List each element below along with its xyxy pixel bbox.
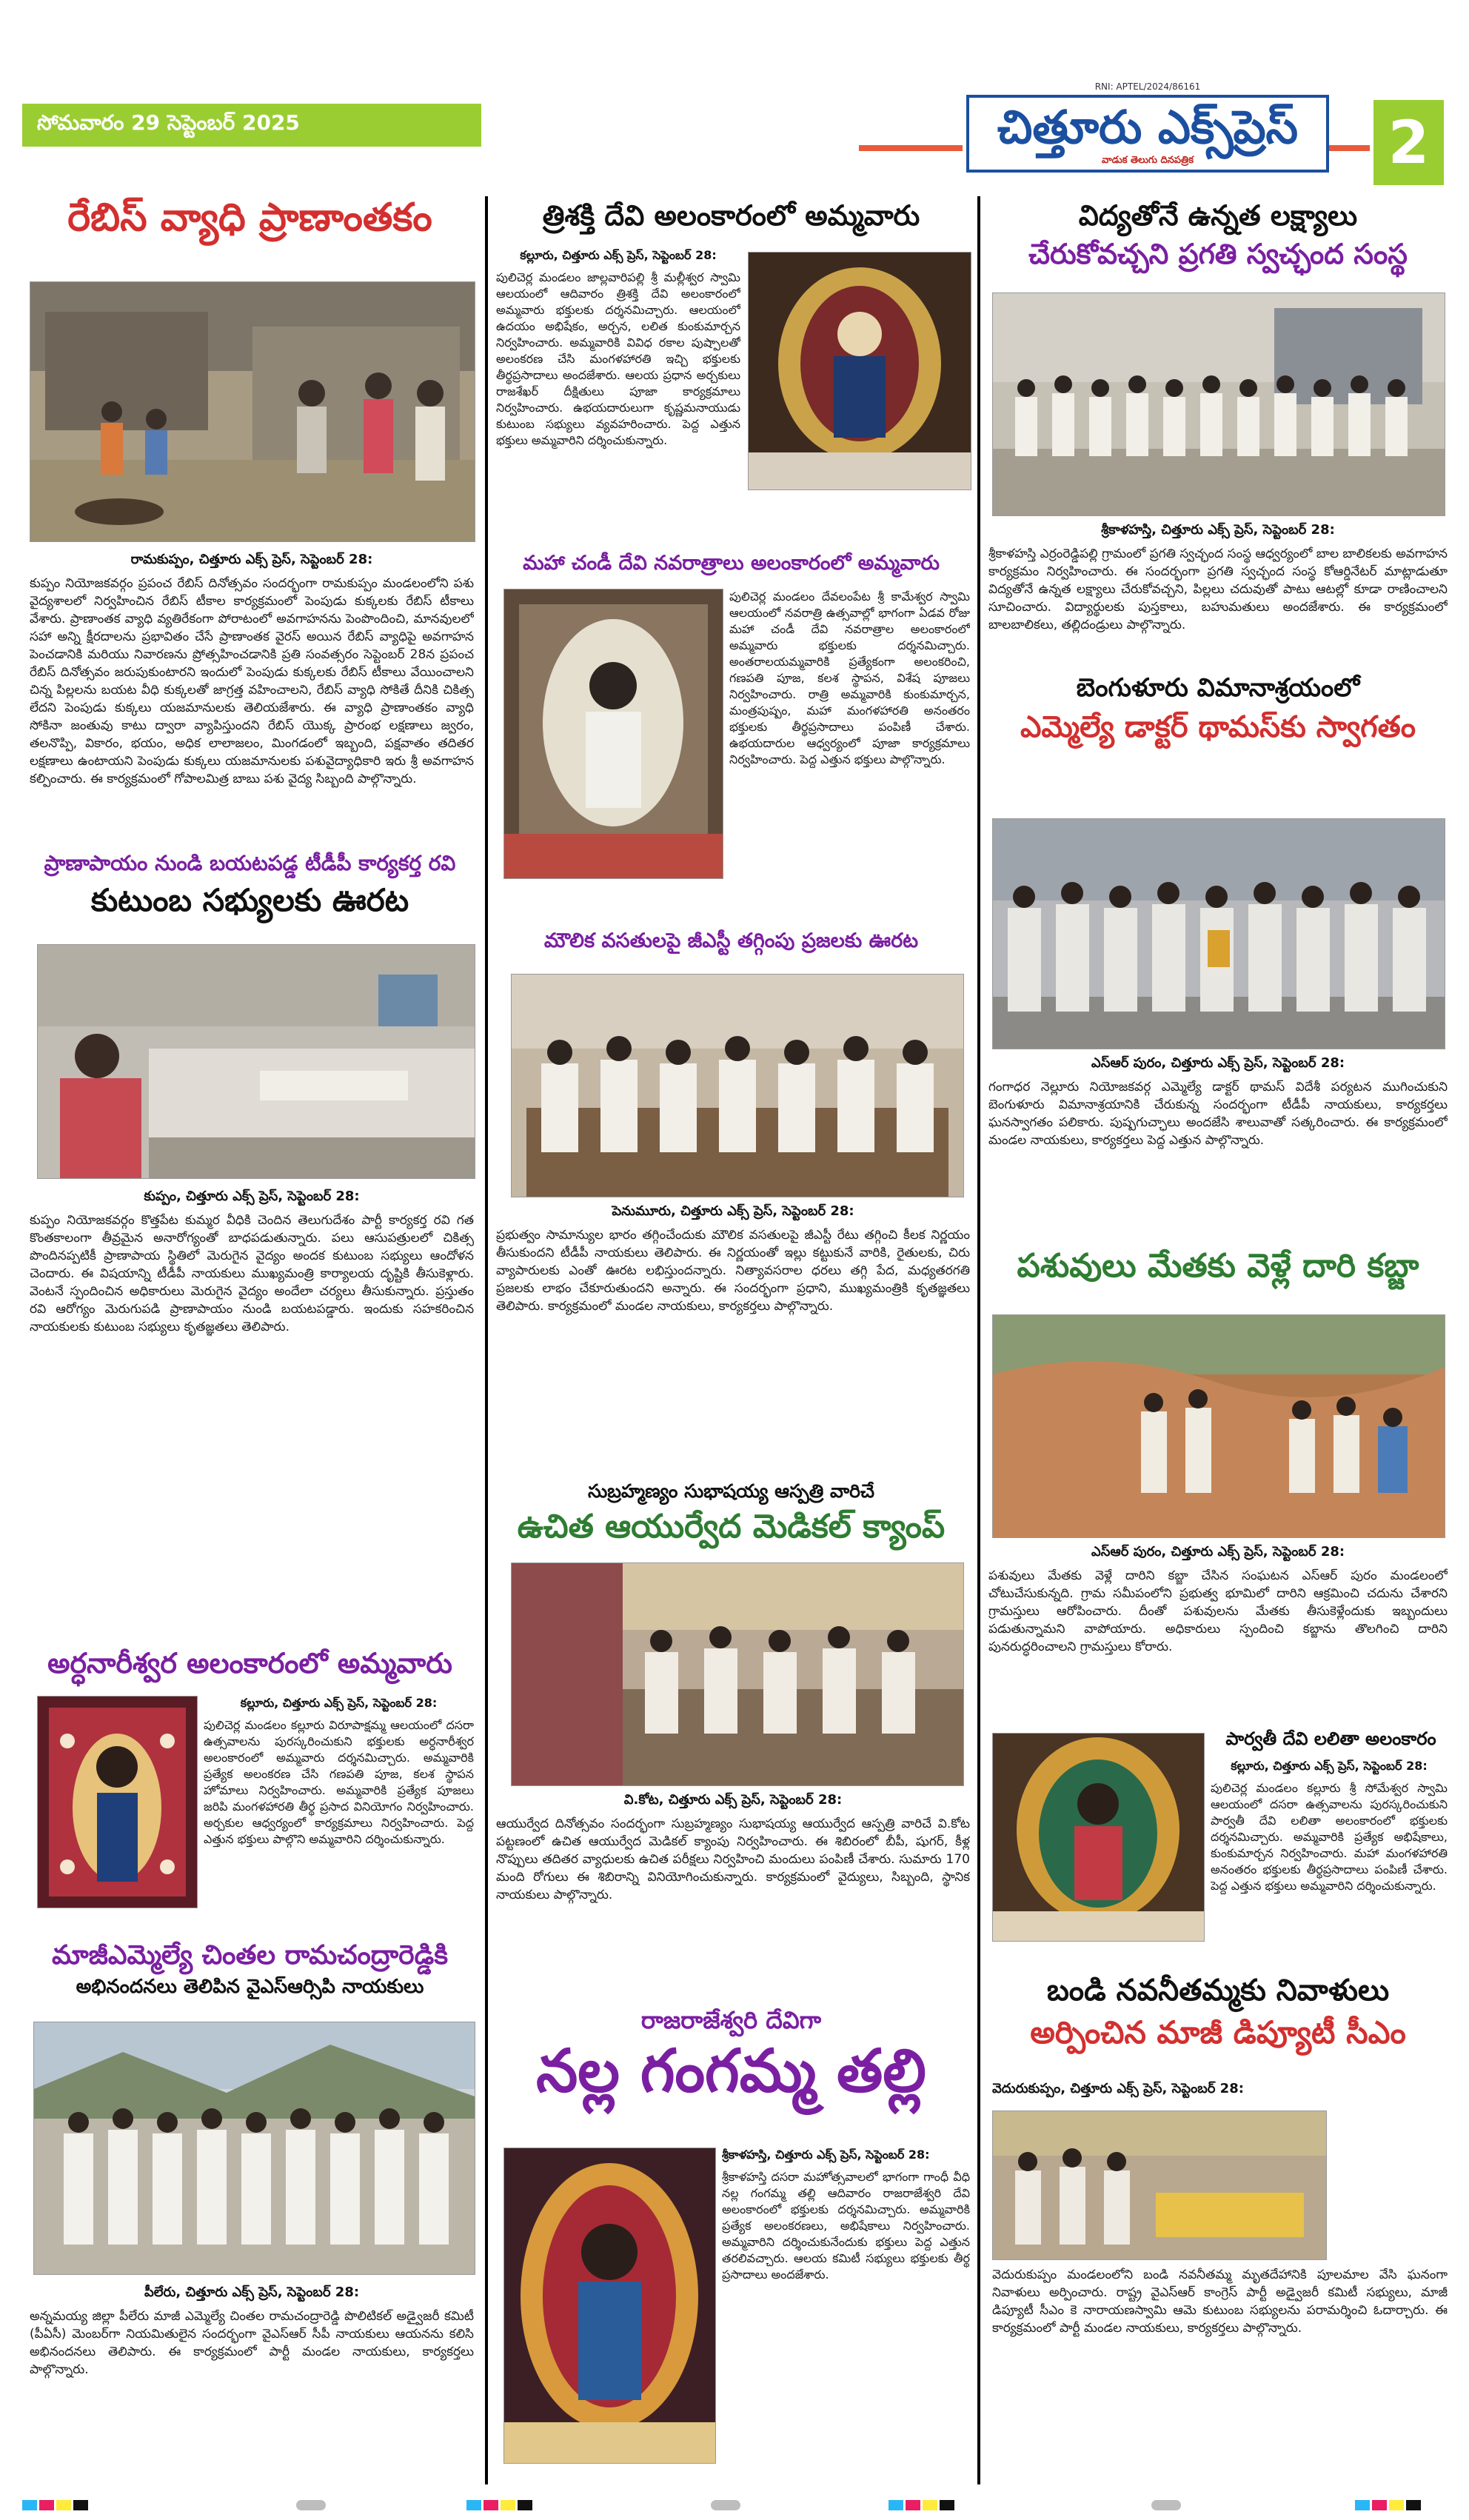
color-registration-marks — [22, 2499, 90, 2510]
article-tdp-ravi — [22, 852, 478, 918]
article-body: పశువులు మేతకు వెళ్లే దారిని కబ్జా చేసిన సంఘటన ఎస్ఆర్ పురం మండలంలో చోటుచేసుకున్నది. గ్రామ సమీపంలోని ప్రభుత్వ భూమిలో దారిని ఆక్రమించి చదును చేశారని గ్రామస్తులు ఆరోపించారు. దీంతో పశువులను మేతకు తీసుకెళ్లేందుకు ఇబ్బందులు పడుతున్నామని వాపోయారు. అధికారులు స్పందించి కబ్జాను తొలగించి దారిని పునరుద్ధరించాలని గ్రామస్తులు కోరారు. — [988, 1568, 1448, 1654]
article-ayurveda — [492, 1481, 970, 1545]
photo-hospital — [37, 944, 475, 1179]
column-rule — [485, 196, 488, 2484]
color-registration-marks — [466, 2499, 535, 2510]
dateline: ఎస్ఆర్ పురం, చిత్తూరు ఎక్స్ ప్రెస్, సెప్టెంబర్ 28: — [1091, 1055, 1345, 1071]
dateline: ఎస్ఆర్ పురం, చిత్తూరు ఎక్స్ ప్రెస్, సెప్టెంబర్ 28: — [1091, 1544, 1345, 1560]
edition-date: సోమవారం 29 సెప్టెంబర్ 2025 — [22, 104, 481, 147]
article-tdp-ravi-text — [30, 1189, 474, 1663]
photo-parvathi-deity — [992, 1733, 1205, 1942]
article-gangamma — [492, 2007, 970, 2105]
article-navaneethamma-text — [992, 2266, 1448, 2455]
masthead-title: చిత్తూరు ఎక్స్‌ప్రెస్ — [997, 100, 1299, 154]
photo-gst-meeting — [511, 974, 964, 1197]
article-gst-text — [496, 1203, 970, 1489]
masthead-subtitle: వాడుక తెలుగు దినపత్రిక — [1102, 155, 1194, 166]
subheadline: చేరుకోవచ్చని ప్రగతి స్వచ్ఛంద సంస్థ — [1028, 237, 1408, 270]
article-thomas-text — [988, 1055, 1448, 1263]
headline: పశువులు మేతకు వెళ్లే దారి కబ్జా — [1017, 1247, 1419, 1285]
article-body: శ్రీకాళహస్తి దసరా మహోత్సవాలలో భాగంగా గాంధీ వీధి నల్ల గంగమ్మ తల్లి ఆదివారం రాజరాజేశ్వరి దేవి అలంకారంలో భక్తులకు దర్శనమిచ్చారు. అమ్మవారికి ప్రత్యేక అలంకరణలు, అభిషేకాలు నిర్వహించారు. అమ్మవారిని దర్శించుకునేందుకు భక్తులు పెద్ద ఎత్తున తరలివచ్చారు. ఆలయ కమిటీ సభ్యులు భక్తులకు తీర్థ ప్రసాదాలు అందజేశారు. — [722, 2170, 970, 2282]
article-body: పులిచెర్ల మండలం కల్లూరు శ్రీ సోమేశ్వర స్వామి ఆలయంలో దసరా ఉత్సవాలను పురస్కరించుకుని పార్వతీ దేవి లలితా అలంకారంలో భక్తులకు దర్శనమిచ్చారు. అమ్మవారికి ప్రత్యేక అభిషేకాలు, కుంకుమార్చన నిర్వహించారు. మహా మంగళహారతి అనంతరం భక్తులకు తీర్థప్రసాదాలు పంపిణీ చేశారు. పెద్ద ఎత్తున భక్తులు అమ్మవారిని దర్శించుకున్నారు. — [1211, 1781, 1448, 1893]
registration-pill — [711, 2499, 740, 2510]
photo-ysrcp-leaders — [33, 2022, 475, 2275]
headline: నల్ల గంగమ్మ తల్లి — [536, 2036, 926, 2105]
headline: మౌలిక వసతులపై జీఎస్టీ తగ్గింపు ప్రజలకు ఊరట — [543, 929, 919, 952]
column-rule — [977, 196, 980, 2484]
article-pragathi-text — [988, 522, 1448, 689]
article-body: ఆయుర్వేద దినోత్సవం సందర్భంగా సుబ్రహ్మణ్యం సుభాషయ్య ఆయుర్వేద ఆస్పత్రి వారిచే వి.కోట పట్టణంలో ఉచిత ఆయుర్వేద మెడికల్ క్యాంపు నిర్వహించారు. ఈ శిబిరంలో బీపీ, షుగర్, కీళ్ల నొప్పులు తదితర వ్యాధులకు ఉచిత పరీక్షలు నిర్వహించి మందులు పంపిణీ చేశారు. సుమారు 170 మంది రోగులు ఈ శిబిరాన్ని వినియోగించుకున్నారు. కార్యక్రమంలో వైద్యులు, సిబ్బంది, స్థానిక నాయకులు పాల్గొన్నారు. — [496, 1817, 970, 1902]
dateline: పీలేరు, చిత్తూరు ఎక్స్ ప్రెస్, సెప్టెంబర్ 28: — [144, 2285, 360, 2300]
headline: బండి నవనీతమ్మకు నివాళులు — [1046, 1973, 1390, 2008]
article-body: గంగాధర నెల్లూరు నియోజకవర్గ ఎమ్మెల్యే డాక్టర్ థామస్ విదేశీ పర్యటన ముగించుకుని బెంగుళూరు విమానాశ్రయానికి చేరుకున్న సందర్భంగా టీడీపీ నాయకులు, కార్యకర్తలు ఘనస్వాగతం పలికారు. పుష్పగుచ్ఛాలు అందజేసి శాలువాతో సత్కరించారు. ఈ కార్యక్రమంలో మండల నాయకులు, కార్యకర్తలు పెద్ద ఎత్తున పాల్గొన్నారు. — [988, 1080, 1448, 1148]
photo-rabies-camp — [30, 281, 475, 542]
color-registration-marks — [889, 2499, 957, 2510]
headline: పార్వతీ దేవి లలితా అలంకారం — [1225, 1728, 1436, 1749]
article-pasture-road-text — [988, 1544, 1448, 1745]
article-body: కుప్పం నియోజకవర్గం ప్రపంచ రేబిస్ దినోత్సవం సందర్భంగా రామకుప్పం మండలంలోని పశు వైద్యశాలలో నిర్వహించిన రేబిస్ టీకాల కార్యక్రమంలో పెంపుడు కుక్కలకు రేబిస్ టీకాలు వేశారు. ప్రాణాంతక వ్యాధి వ్యతిరేకంగా పోరాటంలో అవగాహనను పెంపొందించి, మానవులలో సహా అన్ని క్షీరదాలను ప్రభావితం చేసే ప్రాణాంతక వైరస్ అయిన రేబిస్ వ్యాధిపై అవగాహన పెంచడానికి మరియు నివారణను ప్రోత్సహించడానికి ప్రతి సంవత్సరం సెప్టెంబర్ 28న ప్రపంచ రేబిస్ దినోత్సవం జరుపుకుంటారని ఇందులో పెంపుడు కుక్కలకు రేబిస్ టీకాలు వేయించాలని చిన్న పిల్లలను బయట వీధి కుక్కలతో జాగ్రత్త వహించాలని, రేబిస్ వ్యాధి సోకితే దీనికి చికిత్స లేదని పెంపుడు కుక్కలు యజమానులకు తెలియజేశారు. ఈ వ్యాధి ప్రాణాంతకం వ్యాధి సోకినా జంతువు కాటు ద్వారా వ్యాపిస్తుందని రేబిస్ యొక్క ప్రారంభ లక్షణాలు జ్వరం, తలనొప్పి, వికారం, భయం, అధిక లాలాజలం, మింగడంలో ఇబ్బంది, పక్షవాతం తదితర లక్షణాలు ఉంటాయని పెంపుడు కుక్కలు యజమానులకు పశువైద్యాధికారి ఇరు శ్రీ అవగాహన కల్పించారు. ఈ కార్యక్రమంలో గోపాలమిత్ర బాబు పశు వైద్య సిబ్బంది పాల్గొన్నారు. — [30, 576, 474, 786]
color-registration-marks — [1355, 2499, 1423, 2510]
article-chintala-text — [30, 2285, 474, 2478]
article-body: అన్నమయ్య జిల్లా పీలేరు మాజీ ఎమ్మెల్యే చింతల రామచంద్రారెడ్డి పొలిటికల్ అడ్వైజరీ కమిటీ (పీఏసీ) మెంబర్‌గా నియమితులైన సందర్భంగా వైఎస్ఆర్ సీపీ నాయకులు ఆయనను కలిసి అభినందనలు తెలిపారు. ఈ కార్యక్రమంలో పార్టీ మండల నాయకులు, కార్యకర్తలు పాల్గొన్నారు. — [30, 2309, 474, 2377]
article-gst — [492, 929, 970, 952]
article-pragathi — [985, 200, 1451, 270]
kicker: రాజరాజేశ్వరి దేవిగా — [640, 2006, 822, 2034]
headline: విద్యతోనే ఉన్నత లక్ష్యాలు — [1078, 199, 1358, 232]
article-chandi-text — [729, 589, 970, 885]
kicker: బెంగుళూరు విమానాశ్రయంలో — [1076, 673, 1360, 703]
registration-pill — [1151, 2499, 1181, 2510]
article-ardhanari-text — [204, 1696, 474, 1910]
subheadline: అభినందనలు తెలిపిన వైఎస్ఆర్సిపి నాయకులు — [76, 1976, 424, 1999]
dateline: పెనుమూరు, చిత్తూరు ఎక్స్ ప్రెస్, సెప్టెంబర్ 28: — [612, 1203, 854, 1219]
article-body: కుప్పం నియోజకవర్గం కొత్తపేట కుమ్మర వీధికి చెందిన తెలుగుదేశం పార్టీ కార్యకర్త రవి గత కొంతకాలంగా తీవ్రమైన అనారోగ్యంతో బాధపడుతున్నారు. పలు ఆసుపత్రులలో చికిత్స పొందినప్పటికీ ప్రాణాపాయ స్థితిలో మెరుగైన వైద్యం అందక కుటుంబ సభ్యులు ఆందోళన చెందారు. ఈ విషయాన్ని టీడీపీ నాయకులు ముఖ్యమంత్రి కార్యాలయ దృష్టికి తీసుకెళ్లారు. వెంటనే స్పందించిన అధికారులు మెరుగైన వైద్యం అందేలా చర్యలు తీసుకున్నారు. ప్రస్తుతం రవి ఆరోగ్యం మెరుగుపడి ప్రాణాపాయం నుండి బయటపడ్డారు. ఇందుకు సహకరించిన నాయకులకు కుటుంబ సభ్యులు కృతజ్ఞతలు తెలిపారు. — [30, 1213, 474, 1334]
article-chintala — [22, 1940, 478, 1999]
article-pasture-road — [985, 1248, 1451, 1286]
header-rule-right — [1329, 145, 1370, 151]
article-body: శ్రీకాళహస్తి ఎర్రంరెడ్డిపల్లి గ్రామంలో ప్రగతి స్వచ్ఛంద సంస్థ ఆధ్వర్యంలో బాల బాలికలకు అవగాహన కార్యక్రమం నిర్వహించారు. ఈ సందర్భంగా ప్రగతి స్వచ్ఛంద సంస్థ కోఆర్డినేటర్ మాట్లాడుతూ విద్యతోనే ఉన్నత లక్ష్యాలు చేరుకోవచ్చని, పిల్లలు చదువుతో పాటు ఆటల్లో కూడా రాణించాలని సూచించారు. విద్యార్థులకు పుస్తకాలు, బహుమతులు అందజేశారు. ఈ కార్యక్రమంలో బాలబాలికలు, తల్లిదండ్రులు పాల్గొన్నారు. — [988, 547, 1448, 632]
article-chandi — [492, 552, 970, 575]
article-ayurveda-text — [496, 1792, 970, 2015]
photo-thomas-welcome — [992, 818, 1445, 1049]
article-parvathi-text — [1211, 1759, 1448, 1973]
article-body: పులిచెర్ల మండలం జాల్లవారిపల్లి శ్రీ మల్లీశ్వర స్వామి ఆలయంలో ఆదివారం త్రిశక్తి దేవి అలంకారంలో అమ్మవారు భక్తులకు దర్శనమిచ్చారు. ఆలయంలో ఉదయం అభిషేకం, అర్చన, లలిత కుంకుమార్చన నిర్వహించారు. అమ్మవారికి వివిధ రకాల పుష్పాలతో అలంకరణ చేసి మంగళహారతి ఇచ్చి భక్తులకు తీర్థప్రసాదాలు అందజేశారు. ఆలయ ప్రధాన అర్చకులు రాజశేఖర్ దీక్షితులు పూజా కార్యక్రమాలు నిర్వహించారు. ఉభయదారులుగా కృష్ణమనాయుడు కుటుంబ సభ్యులు వ్యవహరించారు. పెద్ద ఎత్తున భక్తులు అమ్మవారిని దర్శించుకున్నారు. — [496, 270, 740, 447]
dateline: శ్రీకాళహస్తి, చిత్తూరు ఎక్స్ ప్రెస్, సెప్టెంబర్ 28: — [722, 2148, 930, 2162]
registration-number: RNI: APTEL/2024/86161 — [1094, 81, 1201, 92]
headline: రేబిస్ వ్యాధి ప్రాణాంతకం — [67, 195, 432, 240]
article-gangamma-text — [722, 2148, 970, 2450]
dateline: కల్లూరు, చిత్తూరు ఎక్స్ ప్రెస్, సెప్టెంబర్ 28: — [1231, 1759, 1428, 1773]
headline: ఉచిత ఆయుర్వేద మెడికల్ క్యాంప్ — [517, 1507, 946, 1545]
headline: ఎమ్మెల్యే డాక్టర్ థామస్‌కు స్వాగతం — [1020, 710, 1416, 745]
article-body: ప్రభుత్వం సామాన్యుల భారం తగ్గించేందుకు మౌలిక వసతులపై జీఎస్టీ రేటు తగ్గించి కీలక నిర్ణయం తీసుకుందని టీడీపీ నాయకులు తెలిపారు. ఈ నిర్ణయంతో ఇల్లు కట్టుకునే వారికి, రైతులకు, చిరు వ్యాపారులకు ఎంతో ఊరట లభిస్తుందన్నారు. నిత్యావసరాల ధరలు తగ్గి పేద, మధ్యతరగతి ప్రజలకు లాభం చేకూరుతుందని అన్నారు. ఈ సందర్భంగా ప్రధాని, ముఖ్యమంత్రికి కృతజ్ఞతలు తెలిపారు. కార్యక్రమంలో మండల నాయకులు, కార్యకర్తలు పాల్గొన్నారు. — [496, 1228, 970, 1314]
article-trishakti-text — [496, 248, 740, 566]
photo-pasture-road — [992, 1314, 1445, 1538]
header-rule-left — [859, 145, 963, 151]
article-body: పులిచెర్ల మండలం కల్లూరు విరూపాక్షమ్మ ఆలయంలో దసరా ఉత్సవాలను పురస్కరించుకుని భక్తులకు అర్ధనారీశ్వర అలంకారంలో అమ్మవారు దర్శనమిచ్చారు. అమ్మవారికి ప్రత్యేక అలంకరణ చేసి గణపతి పూజ, కలశ స్థాపన హోమాలు నిర్వహించారు. అమ్మవారికి ప్రత్యేక పూజలు జరిపి మంగళహారతి తీర్థ ప్రసాద వినియోగం నిర్వహించారు. అర్చకుల ఆధ్వర్యంలో కార్యక్రమాలు నిర్వహించారు. పెద్ద ఎత్తున భక్తులు పాల్గొని అమ్మవారిని దర్శించుకున్నారు. — [204, 1718, 474, 1846]
registration-pill — [296, 2499, 326, 2510]
headline: అర్ధనారీశ్వర అలంకారంలో అమ్మవారు — [47, 1647, 452, 1680]
dateline: శ్రీకాళహస్తి, చిత్తూరు ఎక్స్ ప్రెస్, సెప్టెంబర్ 28: — [1101, 522, 1335, 538]
subheadline: అర్పించిన మాజీ డిప్యూటీ సీఎం — [1030, 2014, 1406, 2051]
article-navaneethamma — [985, 1973, 1451, 2051]
page-number: 2 — [1373, 100, 1444, 185]
article-rabies-text — [30, 552, 474, 867]
photo-trishakti-deity — [748, 252, 971, 490]
article-parvathi — [1211, 1729, 1451, 1750]
photo-navaneethamma-tribute — [992, 2110, 1327, 2260]
article-trishakti — [492, 200, 970, 233]
masthead — [966, 95, 1329, 173]
headline: త్రిశక్తి దేవి అలంకారంలో అమ్మవారు — [542, 199, 920, 232]
article-navaneethamma-dateline — [992, 2081, 1451, 2099]
kicker: సుబ్రహ్మణ్యం సుభాషయ్య ఆస్పత్రి వారిచే — [588, 1480, 874, 1502]
dateline: రామకుప్పం, చిత్తూరు ఎక్స్ ప్రెస్, సెప్టెంబర్ 28: — [130, 552, 373, 567]
headline: కుటుంబ సభ్యులకు ఊరట — [90, 882, 409, 919]
dateline: వెదురుకుప్పం, చిత్తూరు ఎక్స్ ప్రెస్, సెప్టెంబర్ 28: — [992, 2081, 1244, 2096]
photo-pragathi-children — [992, 293, 1445, 516]
dateline: కల్లూరు, చిత్తూరు ఎక్స్ ప్రెస్, సెప్టెంబర్ 28: — [520, 248, 717, 262]
article-body: వెదురుకుప్పం మండలంలోని బండి నవనీతమ్మ మృతదేహానికి పూలమాల వేసి ఘనంగా నివాళులు అర్పించారు. రాష్ట్ర వైఎస్ఆర్ కాంగ్రెస్ పార్టీ అడ్వైజరీ కమిటీ సభ్యులు, మాజీ డిప్యూటీ సీఎం కె నారాయణస్వామి ఆమె కుటుంబ సభ్యులను పరామర్శించి ఓదార్చారు. ఈ కార్యక్రమంలో పార్టీ మండల నాయకులు, కార్యకర్తలు పాల్గొన్నారు. — [992, 2267, 1448, 2336]
kicker: ప్రాణాపాయం నుండి బయటపడ్డ టీడీపీ కార్యకర్త రవి — [44, 851, 456, 875]
article-body: పులిచెర్ల మండలం దేవలంపేట శ్రీ కామేశ్వర స్వామి ఆలయంలో నవరాత్రి ఉత్సవాల్లో భాగంగా ఏడవ రోజు మహా చండీ దేవి నవరాత్రాల అలంకారంలో అమ్మవారు భక్తులకు దర్శనమిచ్చారు. అంతరాలయమ్మవారికి ప్రత్యేకంగా అలంకరించి, గణపతి పూజ, కలశ స్థాపన, విశేష పూజలు నిర్వహించారు. రాత్రి అమ్మవారికి కుంకుమార్చన, మంత్రపుష్పం, మహా మంగళహారతి అనంతరం భక్తులకు తీర్థప్రసాదాలు పంపిణీ చేశారు. ఉభయదారుల ఆధ్వర్యంలో పూజా కార్యక్రమాలు నిర్వహించారు. పెద్ద ఎత్తున భక్తులు పాల్గొన్నారు. — [729, 589, 970, 766]
article-ardhanari — [22, 1648, 478, 1680]
dateline: వి.కోట, చిత్తూరు ఎక్స్ ప్రెస్, సెప్టెంబర్ 28: — [623, 1792, 843, 1808]
photo-chandi-deity — [503, 589, 723, 879]
photo-gangamma-deity — [503, 2148, 716, 2464]
headline: మాజీఎమ్మెల్యే చింతల రామచంద్రారెడ్డికి — [51, 1940, 449, 1971]
photo-ardhanari-deity — [37, 1696, 198, 1908]
headline: మహా చండీ దేవి నవరాత్రాలు అలంకారంలో అమ్మవారు — [523, 552, 940, 575]
dateline: కుప్పం, చిత్తూరు ఎక్స్ ప్రెస్, సెప్టెంబర్ 28: — [144, 1189, 360, 1204]
photo-ayurveda-camp — [511, 1563, 964, 1786]
article-thomas — [985, 674, 1451, 744]
dateline: కల్లూరు, చిత్తూరు ఎక్స్ ప్రెస్, సెప్టెంబర్ 28: — [240, 1696, 438, 1710]
article-rabies — [22, 196, 478, 254]
